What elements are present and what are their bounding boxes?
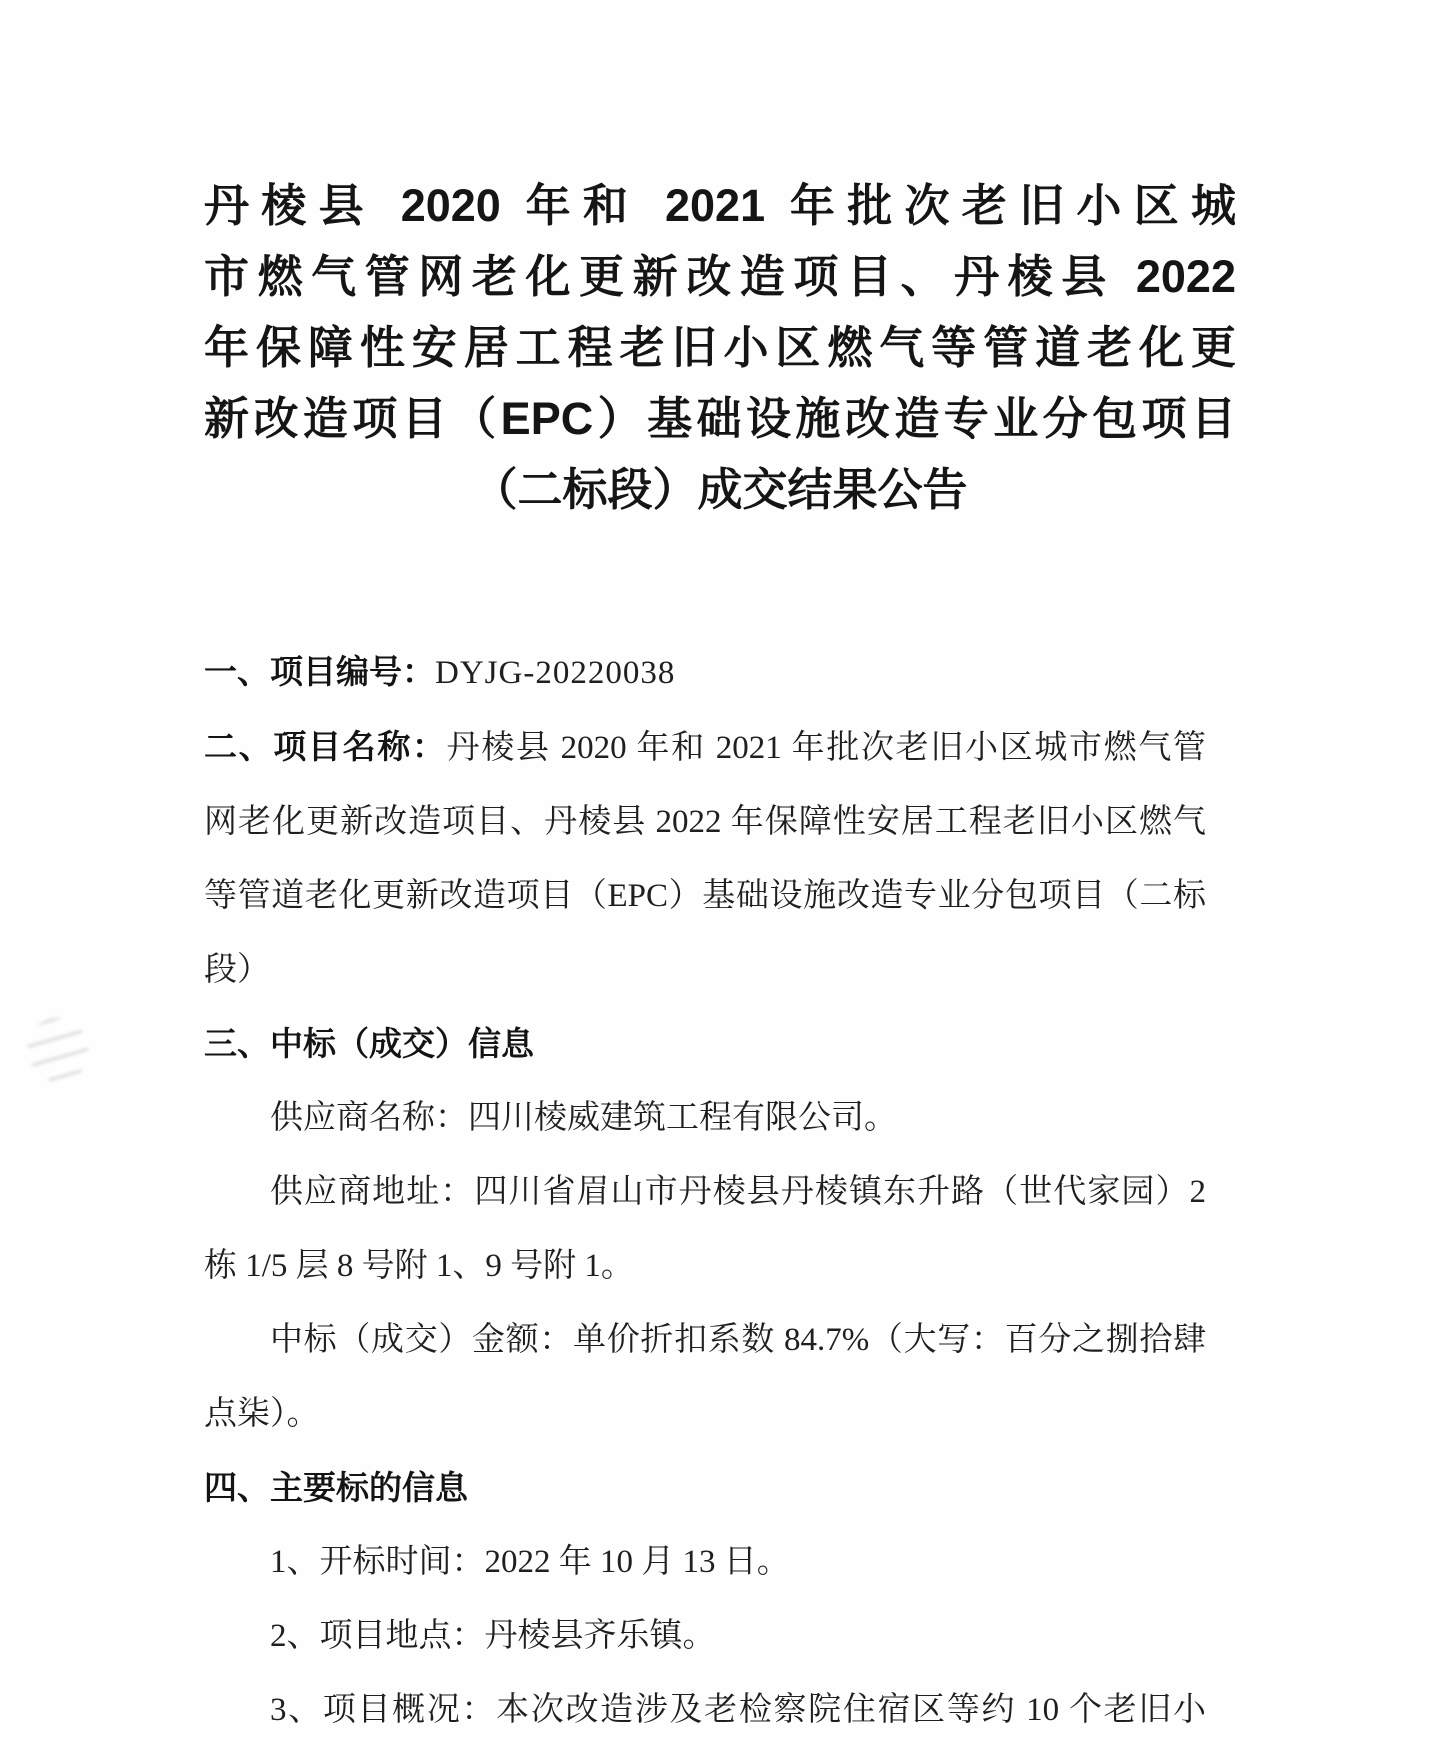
project-overview-line-1: 3、项目概况：本次改造涉及老检察院住宿区等约 10 个老旧小 [270, 1692, 1206, 1728]
supplier-address-line-2: 栋 1/5 层 8 号附 1、9 号附 1。 [204, 1248, 634, 1284]
project-location-line: 2、项目地点：丹棱县齐乐镇。 [270, 1618, 716, 1654]
supplier-name-line: 供应商名称：四川棱威建筑工程有限公司。 [270, 1100, 897, 1136]
project-name-line-4: 段） [204, 952, 270, 988]
award-info-heading: 三、中标（成交）信息 [204, 1025, 534, 1062]
project-number-line [204, 635, 1206, 710]
project-number-label: 一、项目编号： [204, 653, 435, 690]
bid-opening-time-line: 1、开标时间：2022 年 10 月 13 日。 [270, 1544, 790, 1580]
project-number-value: DYJG-20220038 [435, 655, 676, 691]
title-line-2: 市燃气管网老化更新改造项目、丹棱县 2022 [204, 251, 1236, 302]
subject-info-heading: 四、主要标的信息 [204, 1469, 468, 1506]
document-body [204, 635, 1206, 1742]
supplier-address-line-1: 供应商地址：四川省眉山市丹棱县丹棱镇东升路（世代家园）2 [270, 1174, 1206, 1210]
title-line-5: （二标段）成交结果公告 [472, 464, 968, 515]
document-title [204, 170, 1236, 525]
project-name-text-1: 丹棱县 2020 年和 2021 年批次老旧小区城市燃气管 [446, 730, 1207, 766]
title-line-4: 新改造项目（EPC）基础设施改造专业分包项目 [204, 393, 1236, 444]
award-amount-line-2: 点柒）。 [204, 1396, 320, 1432]
project-name-line-3: 等管道老化更新改造项目（EPC）基础设施改造专业分包项目（二标 [204, 878, 1206, 914]
title-line-1: 丹棱县 2020 年和 2021 年批次老旧小区城 [204, 180, 1236, 231]
award-amount-line-1: 中标（成交）金额：单价折扣系数 84.7%（大写：百分之捌拾肆 [270, 1322, 1206, 1358]
scan-artifact [20, 1011, 95, 1089]
title-line-3: 年保障性安居工程老旧小区燃气等管道老化更 [204, 322, 1236, 373]
project-name-line-1 [204, 710, 1206, 785]
project-name-label: 二、项目名称： [204, 728, 447, 765]
project-name-line-2: 网老化更新改造项目、丹棱县 2022 年保障性安居工程老旧小区燃气 [204, 804, 1206, 840]
